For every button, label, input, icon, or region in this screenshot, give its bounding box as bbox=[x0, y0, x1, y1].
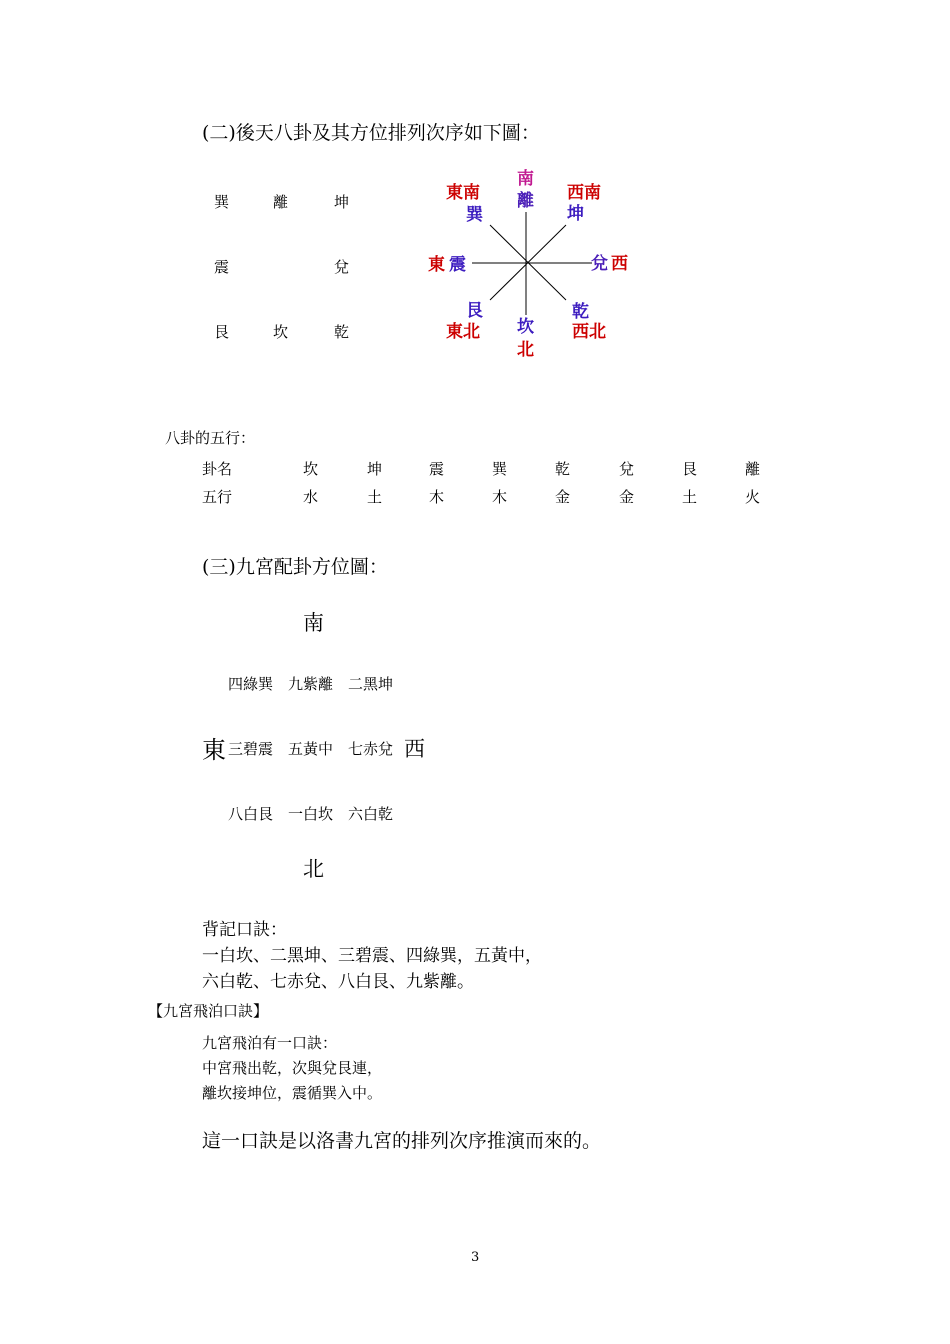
compass-kan: 坎 bbox=[517, 317, 534, 337]
palace-cell: 一白坎 bbox=[288, 805, 334, 823]
palace-cell: 八白艮 bbox=[228, 805, 274, 823]
table-cell: 兌 bbox=[619, 460, 635, 478]
table-cell: 金 bbox=[555, 488, 571, 506]
table-cell: 水 bbox=[303, 488, 319, 506]
table-cell: 火 bbox=[745, 488, 761, 506]
grid-cell: 乾 bbox=[334, 323, 350, 341]
compass-qian: 乾 bbox=[572, 302, 589, 322]
palace-cell: 三碧震 bbox=[228, 740, 274, 758]
compass-southeast-dir: 東南 bbox=[446, 183, 480, 203]
nine-palace-south: 南 bbox=[303, 611, 324, 635]
table-cell: 土 bbox=[367, 488, 383, 506]
flying-line: 中宮飛出乾，次與兌艮連， bbox=[202, 1059, 383, 1077]
grid-cell: 震 bbox=[214, 258, 230, 276]
table-cell: 金 bbox=[619, 488, 635, 506]
flying-summary: 這一口訣是以洛書九宮的排列次序推演而來的。 bbox=[202, 1130, 602, 1152]
flying-line: 離坎接坤位，震循巽入中。 bbox=[202, 1084, 383, 1102]
page-number: 3 bbox=[471, 1250, 480, 1265]
grid-cell: 離 bbox=[273, 193, 289, 211]
table-cell: 坎 bbox=[303, 460, 319, 478]
table-cell: 離 bbox=[745, 460, 761, 478]
flying-heading: 【九宮飛泊口訣】 bbox=[148, 1002, 269, 1020]
palace-cell: 九紫離 bbox=[288, 675, 334, 693]
table-cell: 坤 bbox=[367, 460, 383, 478]
flying-line: 九宮飛泊有一口訣： bbox=[202, 1034, 338, 1052]
section2-title: (二)後天八卦及其方位排列次序如下圖： bbox=[202, 122, 540, 144]
grid-cell: 兌 bbox=[334, 258, 350, 276]
row-label: 五行 bbox=[202, 488, 233, 506]
compass-east-dir: 東 bbox=[428, 255, 445, 275]
grid-cell: 坎 bbox=[273, 323, 289, 341]
table-cell: 艮 bbox=[682, 460, 698, 478]
table-cell: 木 bbox=[492, 488, 508, 506]
nine-palace-west: 西 bbox=[404, 737, 425, 761]
nine-palace-east: 東 bbox=[202, 736, 226, 764]
wuxing-title: 八卦的五行： bbox=[165, 429, 256, 447]
compass-north-dir: 北 bbox=[517, 340, 534, 360]
palace-cell: 七赤兌 bbox=[348, 740, 394, 758]
compass-li: 離 bbox=[517, 191, 534, 211]
palace-cell: 六白乾 bbox=[348, 805, 394, 823]
compass-northwest-dir: 西北 bbox=[572, 322, 606, 342]
palace-cell: 四綠巽 bbox=[228, 675, 274, 693]
compass-gen: 艮 bbox=[466, 301, 483, 321]
compass-xun: 巽 bbox=[466, 205, 483, 225]
compass-kun: 坤 bbox=[567, 204, 584, 224]
grid-cell: 艮 bbox=[214, 323, 230, 341]
table-cell: 木 bbox=[429, 488, 445, 506]
table-cell: 震 bbox=[429, 460, 445, 478]
section3-title: (三)九宮配卦方位圖： bbox=[202, 556, 388, 578]
table-cell: 土 bbox=[682, 488, 698, 506]
compass-west-dir: 西 bbox=[611, 254, 628, 274]
compass-northeast-dir: 東北 bbox=[446, 322, 480, 342]
palace-cell: 五黃中 bbox=[288, 740, 334, 758]
mnemonic-title: 背記口訣： bbox=[202, 920, 287, 940]
compass-dui: 兌 bbox=[591, 254, 608, 274]
table-cell: 巽 bbox=[492, 460, 508, 478]
compass-south-dir: 南 bbox=[517, 169, 534, 189]
row-label: 卦名 bbox=[202, 460, 233, 478]
mnemonic-line: 一白坎、二黑坤、三碧震、四綠巽，五黃中， bbox=[202, 946, 542, 966]
grid-cell: 坤 bbox=[334, 193, 350, 211]
grid-cell: 巽 bbox=[214, 193, 230, 211]
table-cell: 乾 bbox=[555, 460, 571, 478]
mnemonic-line: 六白乾、七赤兌、八白艮、九紫離。 bbox=[202, 972, 474, 992]
compass-zhen: 震 bbox=[449, 255, 466, 275]
compass-southwest-dir: 西南 bbox=[567, 183, 601, 203]
palace-cell: 二黑坤 bbox=[348, 675, 394, 693]
nine-palace-north: 北 bbox=[303, 857, 324, 881]
